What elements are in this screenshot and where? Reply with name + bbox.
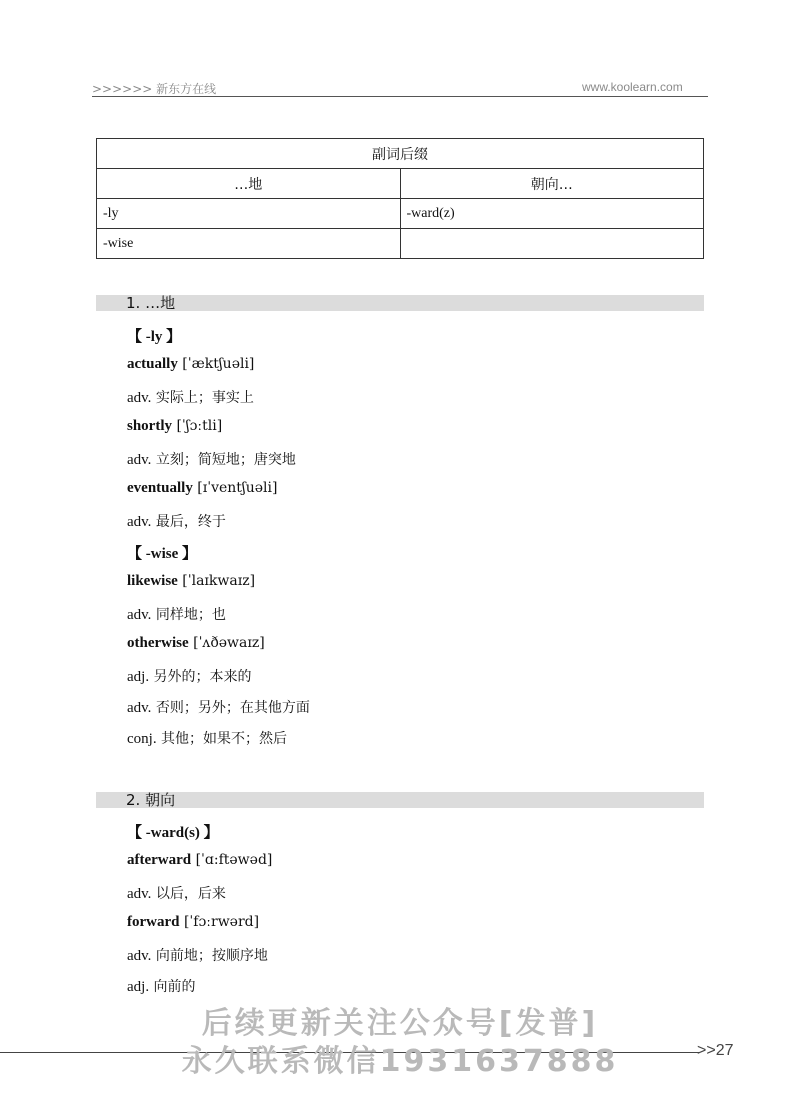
part-of-speech: conj. xyxy=(127,731,157,747)
table-cell: -wise xyxy=(97,229,401,259)
header-brand: >>>>>> 新东方在线 xyxy=(92,82,217,96)
headword: forward xyxy=(127,914,180,930)
word-entry-likewise xyxy=(127,573,255,590)
page-number: >>27 xyxy=(697,1042,734,1059)
word-entry-forward xyxy=(127,914,259,931)
meaning: 否则；另外；在其他方面 xyxy=(155,700,310,716)
meaning: 同样地；也 xyxy=(155,607,226,623)
section-heading-2: 2. 朝向 xyxy=(96,792,704,808)
meaning: 另外的；本来的 xyxy=(153,669,252,685)
headword: otherwise xyxy=(127,635,189,651)
section-heading-1: 1. …地 xyxy=(96,295,704,311)
definition xyxy=(127,666,252,686)
phonetic: [ˈæktʃuəli] xyxy=(182,356,255,372)
suffix-tag-ly: 【 -ly 】 xyxy=(127,329,182,345)
header-url[interactable]: www.koolearn.com xyxy=(582,80,683,94)
table-title: 副词后缀 xyxy=(97,139,704,169)
table-cell: -ward(z) xyxy=(400,199,704,229)
word-entry-actually xyxy=(127,356,254,373)
table-row xyxy=(97,199,704,229)
phonetic: [ɪˈventʃuəli] xyxy=(197,480,278,496)
definition xyxy=(127,387,254,407)
definition xyxy=(127,697,310,717)
part-of-speech: adv. xyxy=(127,886,152,902)
watermark-line-1: 后续更新关注公众号[发普] xyxy=(201,1006,599,1041)
headword: eventually xyxy=(127,480,193,496)
part-of-speech: adj. xyxy=(127,669,150,685)
definition xyxy=(127,945,268,965)
meaning: 最后，终于 xyxy=(155,514,226,530)
phonetic: [ˈfɔːrwərd] xyxy=(183,914,260,930)
word-entry-eventually xyxy=(127,480,277,497)
part-of-speech: adj. xyxy=(127,979,150,995)
headword: actually xyxy=(127,356,178,372)
word-entry-otherwise xyxy=(127,635,265,652)
table-header-cell: …地 xyxy=(97,169,401,199)
table-row xyxy=(97,229,704,259)
headword: afterward xyxy=(127,852,192,868)
headword: shortly xyxy=(127,418,172,434)
suffix-table xyxy=(96,138,704,259)
definition xyxy=(127,883,226,903)
word-entry-afterward xyxy=(127,852,272,869)
suffix-tag-ward: 【 -ward(s) 】 xyxy=(127,825,219,841)
definition xyxy=(127,604,226,624)
headword: likewise xyxy=(127,573,178,589)
part-of-speech: adv. xyxy=(127,390,152,406)
header-divider xyxy=(92,96,708,97)
suffix-tag-wise: 【 -wise 】 xyxy=(127,546,197,562)
watermark-line-2: 永久联系微信1931637888 xyxy=(181,1044,619,1079)
definition xyxy=(127,449,296,469)
table-cell: -ly xyxy=(97,199,401,229)
meaning: 立刻；简短地；唐突地 xyxy=(155,452,296,468)
table-header-cell: 朝向… xyxy=(400,169,704,199)
word-entry-shortly xyxy=(127,418,222,435)
part-of-speech: adv. xyxy=(127,948,152,964)
part-of-speech: adv. xyxy=(127,452,152,468)
definition xyxy=(127,511,226,531)
definition xyxy=(127,976,196,996)
part-of-speech: adv. xyxy=(127,607,152,623)
part-of-speech: adv. xyxy=(127,700,152,716)
table-cell xyxy=(400,229,704,259)
phonetic: [ˈʌðəwaɪz] xyxy=(193,635,265,651)
phonetic: [ˈʃɔːtli] xyxy=(176,418,223,434)
definition xyxy=(127,728,287,748)
meaning: 向前的 xyxy=(153,979,196,995)
meaning: 其他；如果不；然后 xyxy=(161,731,288,747)
part-of-speech: adv. xyxy=(127,514,152,530)
phonetic: [ˈɑ:ftəwəd] xyxy=(195,852,273,868)
meaning: 以后，后来 xyxy=(155,886,226,902)
phonetic: [ˈlaɪkwaɪz] xyxy=(182,573,256,589)
meaning: 向前地；按顺序地 xyxy=(155,948,268,964)
meaning: 实际上；事实上 xyxy=(155,390,254,406)
